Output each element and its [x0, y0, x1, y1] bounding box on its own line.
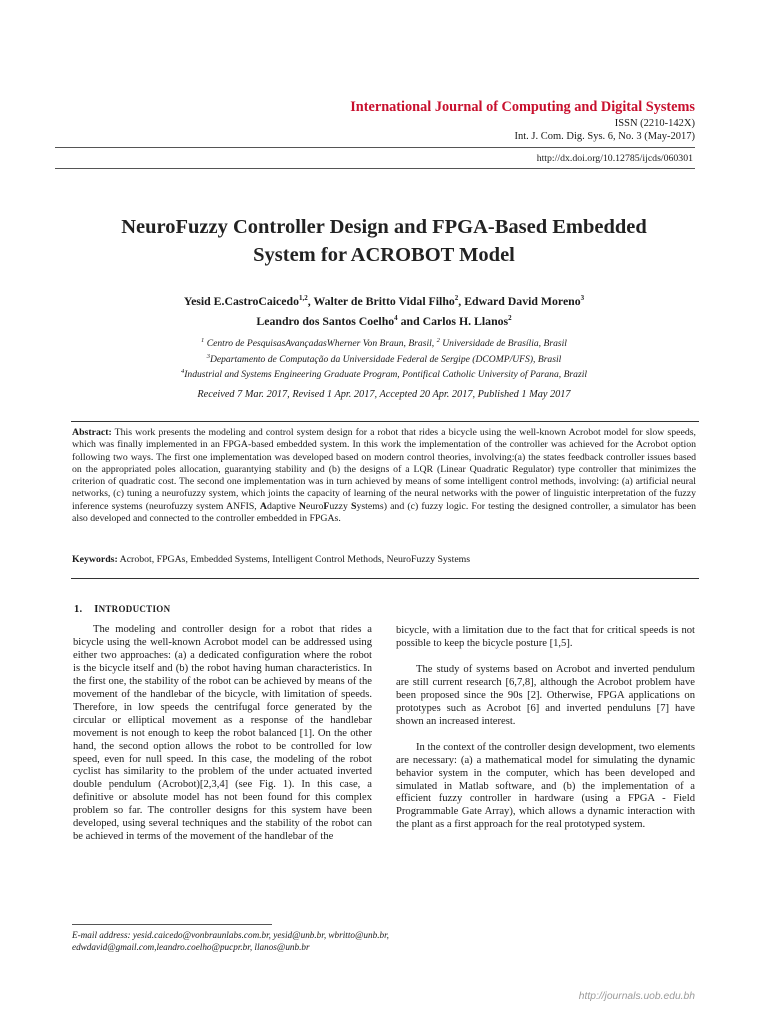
author-separator: and: [397, 313, 423, 328]
author-separator: ,: [458, 293, 465, 308]
affiliation-line-3: [40, 366, 728, 382]
doi-link[interactable]: http://dx.doi.org/10.12785/ijcds/060301: [536, 153, 693, 164]
author-affil-marker: 4: [394, 313, 398, 322]
keywords-text: Acrobot, FPGAs, Embedded Systems, Intelligent Control Methods, NeuroFuzzy Systems: [117, 554, 471, 565]
anfis-letter: N: [298, 500, 306, 512]
footnote-line: E-mail address: yesid.caicedo@vonbraunlabs.com.br, yesid@unb.br, wbritto@unb.br,: [72, 930, 389, 940]
paper-title-line-2: System for ACROBOT Model: [253, 244, 515, 266]
paper-title: [40, 213, 728, 269]
author-affil-marker: 3: [580, 294, 585, 302]
affiliations: [40, 335, 728, 382]
abstract-text: This work presents the modeling and control system design for a robot that rides a bicycle using the well-known Acrobot model for slow speeds, which was finally implemented in an FPGA-based embedded system. In this work the implementation of the controller was achieved for the Acrobot option following two ways. The first one implementation was developed based on modern control theories, involving:(a) the states feedback controller issues based on the appropriated poles allocation, guarantying stability and (b) the designs of a LQR (Linear Quadratic Regulator) type controller that minimizes the criterion of quadratic cost. The second one implementation was in turn achieved by means of some intelligent control methods, involving: (a) artificial neural networks, (c) tuning a neurofuzzy system, which joints the capacity of learning of the neural networks with the power of linguistic interpretation of the fuzzy inference systems (neurofuzzy system ANFIS,: [72, 427, 696, 512]
author-separator: ,: [307, 293, 314, 308]
body-column-right: [396, 625, 695, 832]
affiliation-line-2: [40, 351, 728, 367]
affiliation-text: Departamento de Computação da Universidade Federal de Sergipe (DCOMP/UFS), Brasil: [209, 353, 562, 365]
abstract: [72, 427, 696, 525]
author-name: Edward David Moreno: [464, 293, 581, 308]
affil-marker: 3: [206, 352, 210, 360]
author-list: [40, 290, 728, 330]
abstract-label: Abstract:: [72, 427, 112, 438]
author-name: Carlos H. Llanos: [422, 313, 509, 328]
body-paragraph: The modeling and controller design for a robot that rides a bicycle using the well-known Acrobot model can be addressed using either two approaches: (a) a dedicated configuration where the robot is the bicycle itself and (b) the robot having human characteristics. In the first one, the stability of the robot can be achieved by means of the movement of the handlebar of the bicycle, with limitation of speeds. Therefore, in low speeds the centrifugal force generated by the circular or elliptical movement as a response of the handlebar movement is not enough to keep the robot balanced [1]. On the other hand, the second option allows the robot to be controlled for low speed, even for null speed. In this case, the modeling of the robot cyclist has similarity to the problem of the under actuated inverted double pendulum (Acrobot)[2,3,4] (see Fig. 1). In this case, a definitive or absolute model has not been found for this complex problem so far. The controller designs for this system have been developed, using several techniques and the stability of the robot can be achieved in terms of the movement of the handlebar of the: [73, 624, 372, 843]
journal-citation: Int. J. Com. Dig. Sys. 6, No. 3 (May-2017): [514, 131, 695, 142]
footnote-emails: [72, 929, 512, 954]
author-affil-marker: 2: [454, 294, 459, 302]
header-rule-bottom: [55, 168, 695, 169]
anfis-word: uzzy: [329, 500, 352, 512]
author-line-1: [40, 290, 728, 310]
journal-website-link[interactable]: http://journals.uob.edu.bh: [578, 991, 695, 1002]
section-title-initial: I: [94, 604, 99, 615]
abstract-rule-top: [71, 421, 699, 422]
abstract-text: ) and (c) fuzzy logic. For testing the designed controller, a simulator has been also developed and connected to the controller embedded in FPGAs.: [72, 500, 696, 525]
section-title-rest: NTRODUCTION: [98, 604, 171, 614]
author-affil-marker: 1,2: [299, 294, 308, 302]
body-paragraph: The study of systems based on Acrobot and inverted pendulum are still current research [6,7,8], although the Acrobot problem have been proposed since the 90s [2]. Otherwise, FPGA applications on prototypes such as Acrobot [6] and inverted penduluns [7] have shown an increased interest.: [396, 663, 695, 727]
author-affil-marker: 2: [508, 313, 512, 322]
affiliation-text: Industrial and Systems Engineering Graduate Program, Pontifical Catholic University of Parana, Brazil: [184, 369, 588, 381]
journal-name: International Journal of Computing and Digital Systems: [350, 99, 695, 115]
issn: ISSN (2210-142X): [614, 118, 695, 129]
header-rule-top: [55, 147, 695, 148]
anfis-word: ystems: [356, 500, 384, 512]
anfis-letter: S: [351, 500, 357, 512]
received-dates: Received 7 Mar. 2017, Revised 1 Apr. 2017, Accepted 20 Apr. 2017, Published 1 May 2017: [197, 389, 571, 400]
author-name: Walter de Britto Vidal Filho: [313, 293, 455, 308]
keywords-label: Keywords:: [72, 554, 118, 565]
abstract-rule-bottom: [71, 578, 699, 579]
affil-marker: 1: [201, 337, 205, 344]
body-paragraph: bicycle, with a limitation due to the fact that for critical speeds is not possible to keep the bicycle posture [1,5].: [396, 625, 695, 649]
body-paragraph: In the context of the controller design development, two elements are necessary: (a) a mathematical model for simulating the dynamic behavior system in the computer, which has been developed and simulated in Matlab software, and (b) the implementation of a efficient fuzzy controller in hardware (using a FPGA - Field Programmable Gate Array), which allows a dynamic interaction with the plant as a first approach for the real prototyped system.: [396, 741, 695, 831]
body-column-left: [73, 624, 372, 844]
affiliation-line-1: [40, 335, 728, 351]
affiliation-text: Centro de PesquisasAvançadasWherner Von Braun, Brasil,: [204, 338, 437, 350]
affiliation-text: Universidade de Brasília, Brasil: [439, 338, 567, 350]
paper-title-line-1: NeuroFuzzy Controller Design and FPGA-Based Embedded: [121, 216, 647, 238]
footnote-rule: [72, 924, 272, 925]
section-heading: [74, 604, 170, 615]
author-name: Leandro dos Santos Coelho: [256, 313, 395, 328]
anfis-letter: F: [323, 500, 330, 512]
author-name: Yesid E.CastroCaicedo: [183, 293, 299, 308]
anfis-letter: A: [259, 500, 267, 512]
author-line-2: [40, 310, 728, 330]
footnote-line: edwdavid@gmail.com,leandro.coelho@pucpr.br, llanos@unb.br: [72, 942, 310, 953]
affil-marker: 4: [180, 368, 185, 376]
affil-marker: 2: [436, 337, 440, 344]
section-number: 1.: [74, 604, 83, 615]
anfis-word: euro: [305, 500, 324, 512]
anfis-word: daptive: [266, 500, 299, 512]
keywords: [72, 554, 696, 565]
